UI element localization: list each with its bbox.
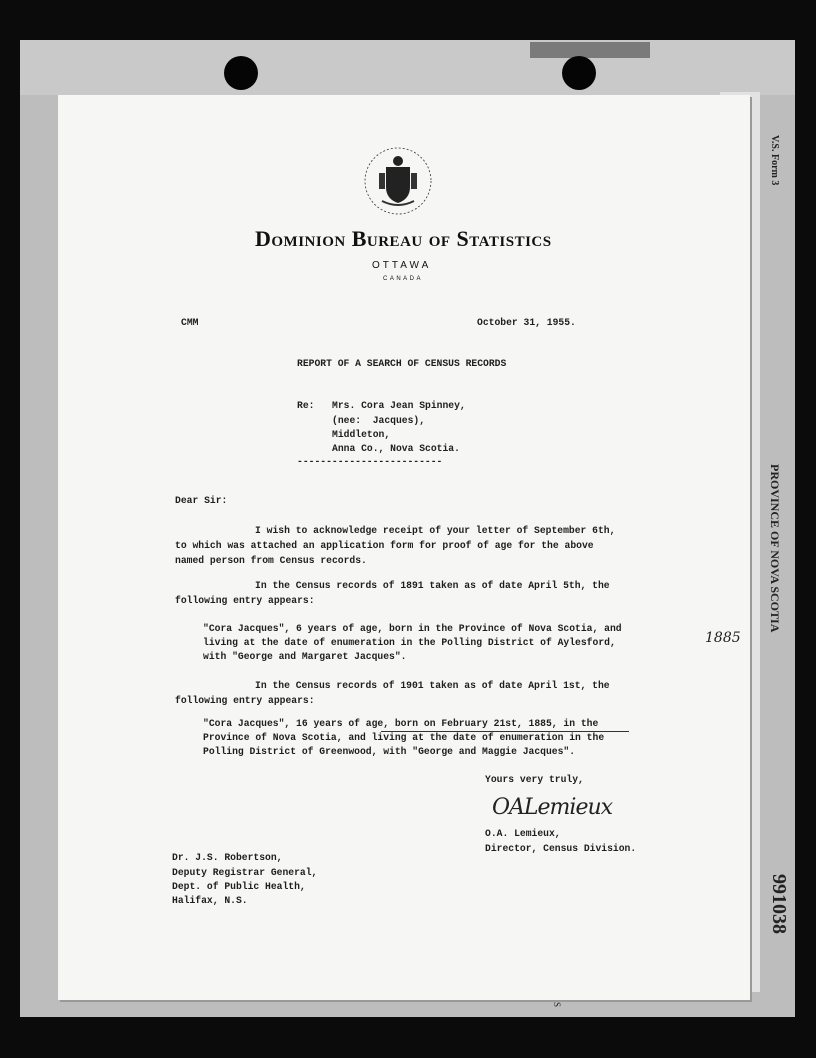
punch-hole (562, 56, 596, 90)
paragraph-line: following entry appears: (175, 695, 315, 706)
addressee-line: Deputy Registrar General, (172, 867, 318, 878)
coat-of-arms-seal-icon (362, 145, 434, 217)
signer-name: O.A. Lemieux, (485, 828, 561, 839)
paragraph-line: In the Census records of 1891 taken as of date April 5th, the (255, 580, 610, 591)
province-label: PROVINCE OF NOVA SCOTIA (768, 464, 782, 633)
registration-number: 991038 (768, 874, 790, 934)
form-number-label: V.S. Form 3 (769, 135, 780, 186)
paragraph-line: following entry appears: (175, 595, 315, 606)
report-heading: REPORT OF A SEARCH OF CENSUS RECORDS (297, 358, 507, 369)
re-line: Mrs. Cora Jean Spinney, (332, 400, 466, 411)
census-entry-line: Polling District of Greenwood, with "George and Maggie Jacques". (203, 746, 576, 757)
binder-tab (530, 42, 650, 58)
addressee-line: Halifax, N.S. (172, 895, 248, 906)
letterhead-country: CANADA (383, 276, 424, 282)
re-line: Anna Co., Nova Scotia. (332, 443, 460, 454)
closing: Yours very truly, (485, 774, 584, 785)
paragraph-line: named person from Census records. (175, 555, 367, 566)
punch-hole (224, 56, 258, 90)
census-entry-line: with "George and Margaret Jacques". (203, 651, 407, 662)
backing-form-top (20, 40, 795, 95)
re-line: (nee: Jacques), (332, 415, 426, 426)
re-line: Middleton, (332, 429, 391, 440)
signer-title: Director, Census Division. (485, 843, 637, 854)
paragraph-line: I wish to acknowledge receipt of your letter of September 6th, (255, 525, 616, 536)
letterhead-city: OTTAWA (372, 260, 432, 271)
paragraph-line: to which was attached an application form for proof of age for the above (175, 540, 594, 551)
letter-date: October 31, 1955. (477, 317, 576, 328)
handwritten-margin-note: 1885 (705, 630, 741, 646)
re-rule: ------------------------- (297, 456, 443, 467)
census-entry-line: "Cora Jacques", 6 years of age, born in the Province of Nova Scotia, and (203, 623, 622, 634)
census-entry-line: Province of Nova Scotia, and living at the date of enumeration in the (203, 732, 605, 743)
signature: OALemieux (492, 795, 613, 820)
paragraph-line: In the Census records of 1901 taken as of date April 1st, the (255, 680, 610, 691)
census-entry-line: "Cora Jacques", 16 years of age, born on February 21st, 1885, in the (203, 718, 599, 729)
reference-initials: CMM (181, 317, 199, 328)
census-entry-line: living at the date of enumeration in the Polling District of Aylesford, (203, 637, 616, 648)
salutation: Dear Sir: (175, 495, 228, 506)
addressee-line: Dr. J.S. Robertson, (172, 852, 283, 863)
bottom-mark: S (552, 1002, 562, 1008)
re-label: Re: (297, 400, 315, 411)
addressee-line: Dept. of Public Health, (172, 881, 306, 892)
letterhead-title: Dominion Bureau of Statistics (255, 226, 552, 251)
